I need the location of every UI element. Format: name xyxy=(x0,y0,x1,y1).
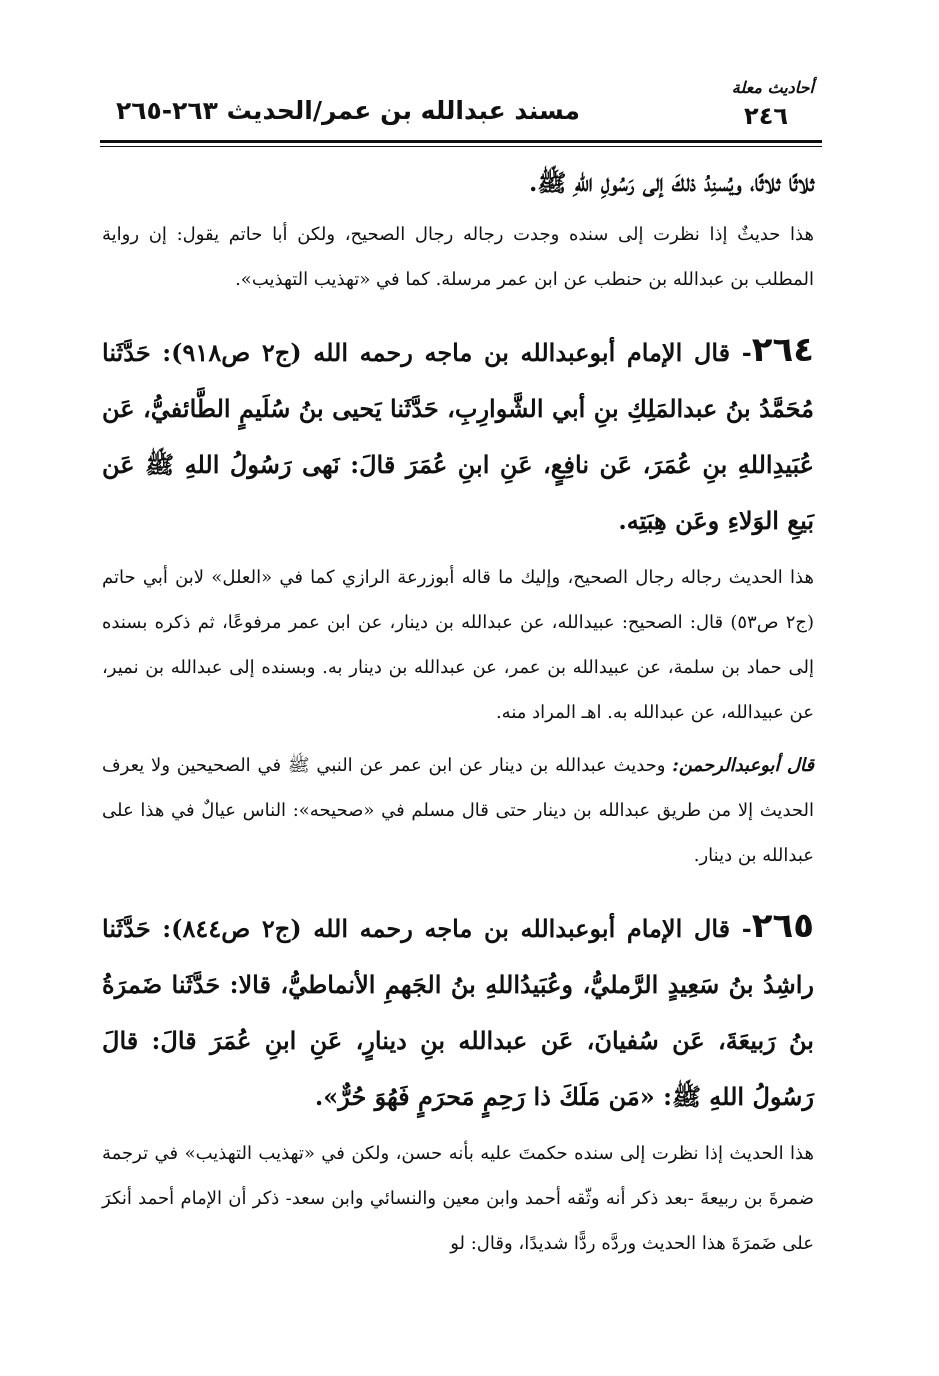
commentary-paragraph: هذا حديثٌ إذا نظرت إلى سنده وجدت رجاله رجال الصحيح، ولكن أبا حاتم يقول: إن رواية المطلب بن عبدالله بن حنطب عن ابن عمر مرسلة. كما في «تهذيب التهذيب». xyxy=(102,224,814,290)
commentary-paragraph: هذا الحديث إذا نظرت إلى سنده حكمتَ عليه بأنه حسن، ولكن في «تهذيب التهذيب» في ترجمة ضمرةَ بن ربيعةَ -بعد ذكر أنه وثّقه أحمد وابن معين والنسائي وابن سعد- ذكر أن الإمام أحمد أنكرَ على ضَمرَةَ هذا الحديث وردَّه ردًّا شديدًا، وقال: لو xyxy=(102,1143,814,1254)
hadith-265 xyxy=(102,898,814,1125)
page-header xyxy=(100,78,822,152)
author-comment xyxy=(102,743,814,878)
commentary-paragraph: هذا الحديث رجاله رجال الصحيح، وإليك ما قاله أبوزرعة الرازي كما في «العلل» لابن أبي حاتم (ج٢ ص٥٣) قال: الصحيح: عبيدالله، عن عبدالله بن دينار، عن ابن عمر مرفوعًا، ثم ذكره بسنده إلى حماد بن سلمة، عن عبيدالله بن عمر، عن عبدالله بن دينار به. وبسنده إلى عبدالله بن نمير، عن عبيدالله، عن عبدالله به. اهـ المراد منه. xyxy=(102,567,815,723)
page-title: مسند عبدالله بن عمر/الحديث ٢٦٣-٢٦٥ xyxy=(115,96,580,125)
hadith-264 xyxy=(102,322,814,549)
page-number: ٢٤٦ xyxy=(744,102,788,130)
hadith-number: ٢٦٤ xyxy=(751,330,814,370)
hadith-number: ٢٦٥ xyxy=(751,906,814,946)
header-rule-thin xyxy=(100,146,822,147)
hadith-continuation: ثلاثًا ثلاثًا، ويُسنِدُ ذلكَ إلى رَسُولِ اللهِ ﷺ. xyxy=(528,168,814,197)
author-comment-text: وحديث عبدالله بن دينار عن ابن عمر عن النبي ﷺ في الصحيحين ولا يعرف الحديث إلا من طريق عبدالله بن دينار حتى قال مسلم في «صحيحه»: الناس عيالٌ في هذا على عبدالله بن دينار. xyxy=(102,755,814,866)
hadith-text: - قال الإمام أبوعبدالله بن ماجه رحمه الله (ج٢ ص٨٤٤): حَدَّثَنا راشِدُ بنُ سَعِيدٍ الرَّمليُّ، وعُبَيدُاللهِ بنُ الجَهمِ الأنماطيُّ، قالا: حَدَّثَنا ضَمرَةُ بنُ رَبيعَةَ، عَن سُفيانَ، عَن عبدالله بنِ دينارٍ، عَنِ ابنِ عُمَرَ قالَ: قالَ رَسُولُ اللهِ ﷺ: «مَن مَلَكَ ذا رَحِمٍ مَحرَمٍ فَهُوَ حُرٌّ». xyxy=(102,914,814,1111)
page-body xyxy=(102,160,814,1274)
header-rule-thick xyxy=(100,140,822,143)
hadith-text: - قال الإمام أبوعبدالله بن ماجه رحمه الله (ج٢ ص٩١٨): حَدَّثَنا مُحَمَّدُ بنُ عبدالمَلِكِ بنِ أبي الشَّوارِبِ، حَدَّثَنا يَحيى بنُ سُلَيمٍ الطَّائفيُّ، عَن عُبَيدِاللهِ بنِ عُمَرَ، عَن نافِعٍ، عَنِ ابنِ عُمَرَ قالَ: نَهى رَسُولُ اللهِ ﷺ عَن بَيعِ الوَلاءِ وعَن هِبَتِه. xyxy=(102,338,815,535)
book-label: أحاديث معلة xyxy=(731,78,814,97)
author-label: قال أبوعبدالرحمن: xyxy=(672,755,814,776)
